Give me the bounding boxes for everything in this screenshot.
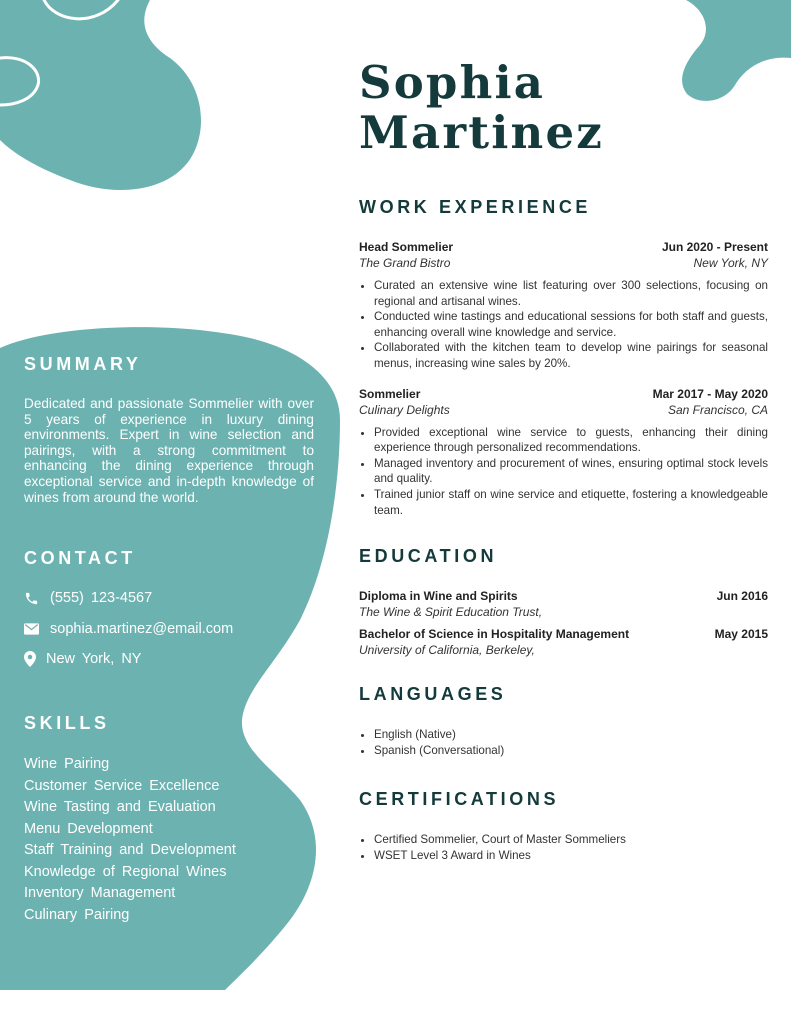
first-name: Sophia	[359, 56, 546, 109]
education-degree: Diploma in Wine and Spirits	[359, 589, 518, 603]
education-date: Jun 2016	[716, 589, 768, 603]
contact-heading: CONTACT	[24, 548, 136, 568]
contact-section	[24, 548, 314, 667]
skills-list	[24, 754, 314, 926]
skills-heading: SKILLS	[24, 713, 110, 733]
skill-item: Wine Tasting and Evaluation	[24, 799, 216, 815]
summary-heading: SUMMARY	[24, 354, 142, 374]
language-item: • English (Native)	[374, 727, 768, 743]
contact-location-value: New York, NY	[46, 651, 142, 667]
job-bullet: • Curated an extensive wine list featuring over 300 selections, focusing on regional and artisanal wines.	[374, 278, 768, 309]
job-entry	[359, 240, 768, 372]
certifications-heading: CERTIFICATIONS	[359, 789, 560, 809]
certification-item: • WSET Level 3 Award in Wines	[374, 848, 768, 864]
contact-phone	[24, 590, 152, 606]
languages-section	[359, 684, 768, 758]
job-entry	[359, 387, 768, 519]
job-bullet: • Managed inventory and procurement of wines, ensuring optimal stock levels and quality.	[374, 456, 768, 487]
job-bullet: • Collaborated with the kitchen team to develop wine pairings for seasonal menus, increasing wine sales by 20%.	[374, 340, 768, 371]
contact-phone-value: (555) 123-4567	[50, 590, 153, 606]
job-company: Culinary Delights	[359, 402, 450, 417]
skill-item: Menu Development	[24, 820, 153, 837]
skill-item: Wine Pairing	[24, 756, 110, 772]
education-section	[359, 546, 768, 657]
top-right-blob	[682, 0, 791, 101]
job-bullet: • Conducted wine tastings and educational sessions for both staff and guests, enhancing overall wine knowledge and service.	[374, 309, 768, 340]
education-institution: The Wine & Spirit Education Trust,	[359, 605, 543, 619]
certification-item: • Certified Sommelier, Court of Master Sommeliers	[374, 832, 768, 848]
education-entry	[359, 589, 768, 619]
phone-icon	[24, 591, 50, 606]
job-bullet: • Trained junior staff on wine service and etiquette, fostering a knowledgeable team.	[374, 487, 768, 518]
languages-heading: LANGUAGES	[359, 684, 507, 704]
job-role: Sommelier	[359, 386, 421, 401]
education-institution: University of California, Berkeley,	[359, 643, 535, 657]
skill-item: Customer Service Excellence	[24, 777, 220, 794]
languages-list	[359, 727, 768, 758]
job-dates: Jun 2020 - Present	[661, 240, 768, 254]
envelope-icon	[24, 623, 50, 635]
work-experience-section	[359, 197, 768, 518]
summary-section	[24, 354, 314, 505]
summary-text: Dedicated and passionate Sommelier with over 5 years of experience in luxury dining environments. Expert in wine selection and pairings, with a strong commitment to enhancing the dining experience through exceptional service and in-depth knowledge of wines from around the world.	[24, 396, 314, 505]
job-location: New York, NY	[693, 256, 768, 270]
education-date: May 2015	[714, 627, 768, 641]
certifications-section	[359, 789, 768, 863]
job-role: Head Sommelier	[359, 240, 454, 254]
job-bullets	[359, 425, 768, 519]
contact-email-value: sophia.martinez@email.com	[50, 621, 234, 637]
contact-location	[24, 651, 141, 667]
last-name: Martinez	[359, 106, 605, 159]
job-location: San Francisco, CA	[667, 402, 768, 417]
location-pin-icon	[24, 651, 46, 667]
skills-section	[24, 713, 314, 926]
education-entry	[359, 627, 768, 657]
job-company: The Grand Bistro	[359, 256, 451, 270]
job-bullets	[359, 278, 768, 372]
certifications-list	[359, 832, 768, 863]
job-dates: Mar 2017 - May 2020	[652, 386, 768, 401]
candidate-name	[359, 58, 604, 158]
contact-email	[24, 621, 233, 637]
education-heading: EDUCATION	[359, 546, 498, 566]
work-experience-heading: WORK EXPERIENCE	[359, 197, 592, 217]
skill-item: Inventory Management	[24, 885, 176, 901]
skill-item: Culinary Pairing	[24, 906, 130, 923]
skill-item: Knowledge of Regional Wines	[24, 863, 227, 880]
skill-item: Staff Training and Development	[24, 842, 236, 858]
language-item: • Spanish (Conversational)	[374, 743, 768, 759]
job-bullet: • Provided exceptional wine service to guests, enhancing their dining experience through personalized recommendations.	[374, 425, 768, 456]
education-degree: Bachelor of Science in Hospitality Management	[359, 627, 630, 641]
